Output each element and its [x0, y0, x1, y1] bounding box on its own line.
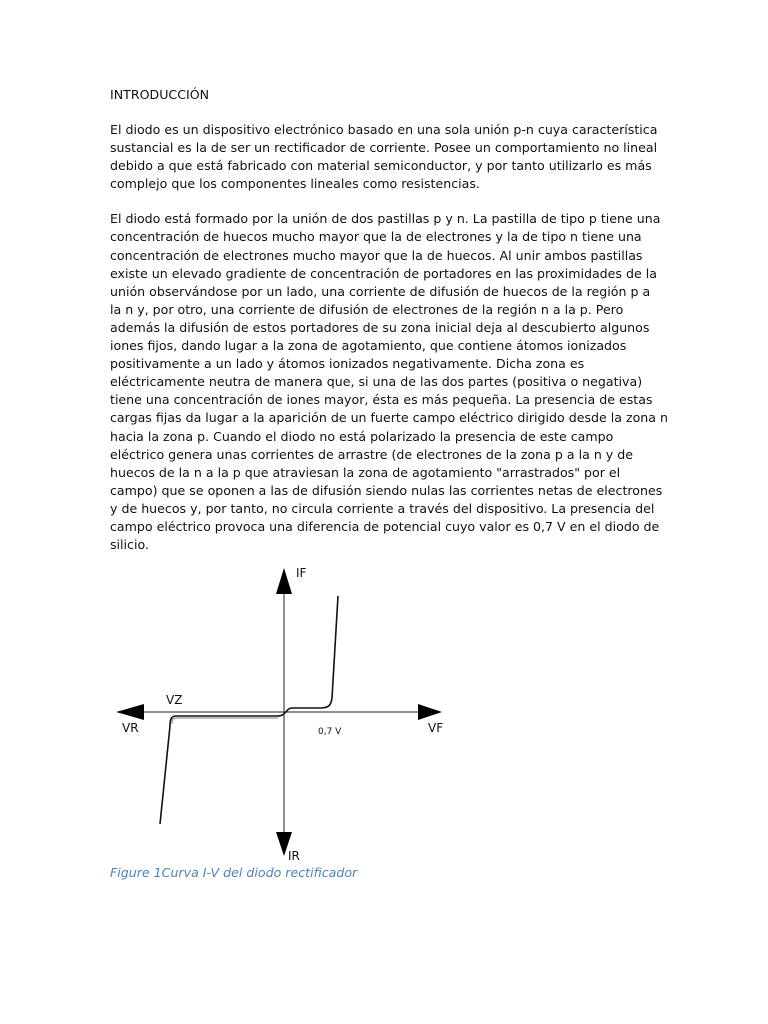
paragraph-2-line: El diodo está formado por la unión de dos pastillas p y n. La pastilla de tipo p tiene una [110, 211, 661, 227]
label-vz: VZ [166, 693, 183, 707]
arrow-left-icon [116, 704, 144, 720]
paragraph-2-line: eléctrico genera unas corrientes de arrastre (de electrones de la zona p a la n y de [110, 446, 634, 462]
paragraph-2-line: concentración de huecos mucho mayor que la de electrones y la de tipo n tiene una [110, 229, 642, 245]
paragraph-2-line: huecos de la n a la p que atraviesan la zona de agotamiento "arrastrados" por el [110, 464, 621, 480]
figure-caption: Figure 1Curva I-V del diodo rectificador [110, 865, 358, 880]
paragraph-2-line: existe un elevado gradiente de concentración de portadores en las proximidades de la [110, 265, 657, 281]
paragraph-2 [110, 210, 670, 554]
paragraph-2-line: concentración de electrones mucho mayor que la de huecos. Al unir ambos pastillas [110, 247, 643, 263]
label-threshold-voltage: 0,7 V [318, 727, 342, 737]
paragraph-1 [110, 121, 670, 193]
label-vr: VR [122, 721, 139, 735]
paragraph-2-line: cargas fijas da lugar a la aparición de un fuerte campo eléctrico dirigido desde la zona n [110, 410, 668, 426]
paragraph-1-line: debido a que está fabricado con material semiconductor, y por tanto utilizarlo es más [110, 158, 652, 174]
paragraph-2-line: tiene una concentración de iones mayor, ésta es más pequeña. La presencia de estas [110, 392, 653, 408]
arrow-right-icon [418, 704, 442, 720]
iv-characteristic-curve [160, 596, 338, 824]
paragraph-2-line: la n y, por otro, una corriente de difusión de electrones de la región n a la p. Pero [110, 301, 624, 317]
document-body [110, 86, 670, 571]
paragraph-1-line: El diodo es un dispositivo electrónico basado en una sola unión p-n cuya característica [110, 122, 658, 137]
label-ir: IR [288, 849, 300, 860]
paragraph-1-line: sustancial es la de ser un rectificador de corriente. Posee un comportamiento no lineal [110, 140, 658, 156]
paragraph-2-line: campo eléctrico provoca una diferencia de potencial cuyo valor es 0,7 V en el diodo de [110, 518, 660, 534]
paragraph-2-line: hacia la zona p. Cuando el diodo no está polarizado la presencia de este campo [110, 428, 614, 444]
reverse-curve-shadow [172, 718, 278, 724]
paragraph-2-line: unión observándose por un lado, una corriente de difusión de huecos de la región p a [110, 283, 651, 299]
heading-introduccion: INTRODUCCIÓN [110, 87, 210, 102]
iv-curve-figure [110, 560, 470, 860]
paragraph-2-line: y de huecos y, por tanto, no circula corriente a través del dispositivo. La presencia del [110, 500, 655, 516]
label-vf: VF [428, 721, 444, 735]
arrow-up-icon [276, 568, 292, 594]
paragraph-2-line: positivamente a un lado y átomos ionizados negativamente. Dicha zona es [110, 356, 585, 372]
label-if: IF [296, 566, 307, 580]
paragraph-2-line: silicio. [110, 537, 149, 553]
iv-curve-diagram [110, 560, 470, 860]
paragraph-2-line: iones fijos, dando lugar a la zona de agotamiento, que contiene átomos ionizados [110, 338, 627, 354]
paragraph-2-line: campo) que se oponen a las de difusión siendo nulas las corrientes netas de electrones [110, 482, 663, 498]
paragraph-2-line: además la difusión de estos portadores de su zona inicial deja al descubierto algunos [110, 319, 650, 335]
paragraph-1-line: complejo que los componentes lineales como resistencias. [110, 176, 480, 192]
paragraph-2-line: eléctricamente neutra de manera que, si una de las dos partes (positiva o negativa) [110, 374, 643, 390]
